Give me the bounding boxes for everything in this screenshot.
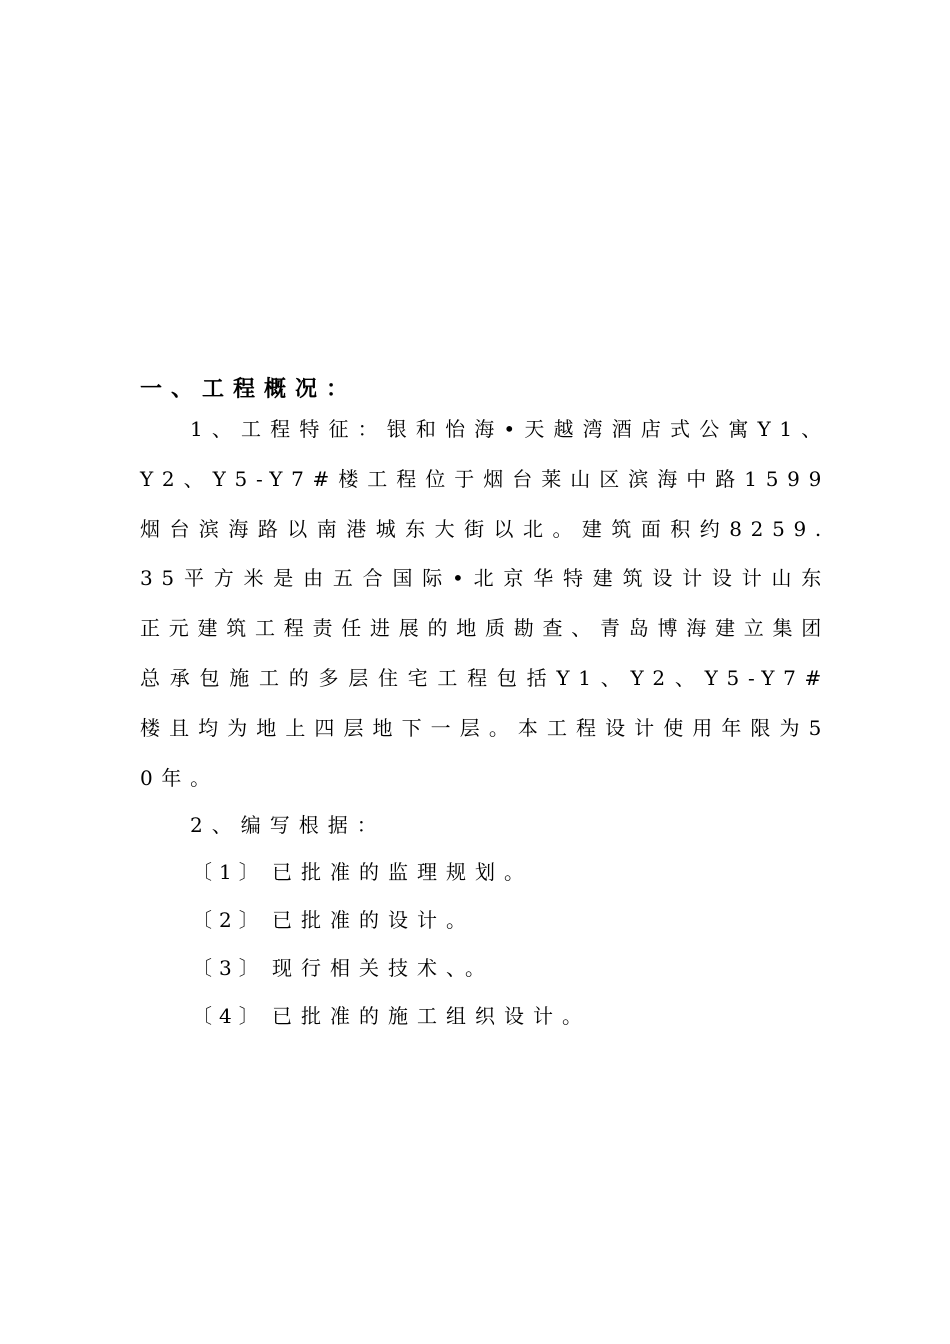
- project-feature-paragraph: 1、工程特征：银和怡海•天越湾酒店式公寓Y1、Y2、Y5-Y7#楼工程位于烟台莱山区滨海中路1599烟台滨海路以南港城东大街以北。建筑面积约8259.35平方米是由五合国际•北京华特建筑设计设计山东正元建筑工程责任进展的地质勘查、青岛博海建立集团总承包施工的多层住宅工程包括Y1、Y2、Y5-Y7#楼且均为地上四层地下一层。本工程设计使用年限为50年。: [140, 417, 830, 790]
- basis-heading: 2、编写根据：: [190, 813, 386, 837]
- list-item: [192, 944, 591, 992]
- list-item-number: 〔1〕: [192, 860, 266, 884]
- list-item-text: 现行相关技术、。: [272, 956, 494, 980]
- list-item: [192, 992, 591, 1040]
- list-item: [192, 896, 591, 944]
- list-item-text: 已批准的监理规划。: [272, 860, 533, 884]
- list-item-number: 〔4〕: [192, 1004, 266, 1028]
- section-heading: 一、工程概况：: [140, 377, 358, 402]
- list-item-number: 〔2〕: [192, 908, 266, 932]
- basis-list: [192, 848, 591, 1040]
- list-item-text: 已批准的设计。: [272, 908, 475, 932]
- list-item-number: 〔3〕: [192, 956, 266, 980]
- list-item: [192, 848, 591, 896]
- list-item-text: 已批准的施工组织设计。: [272, 1004, 591, 1028]
